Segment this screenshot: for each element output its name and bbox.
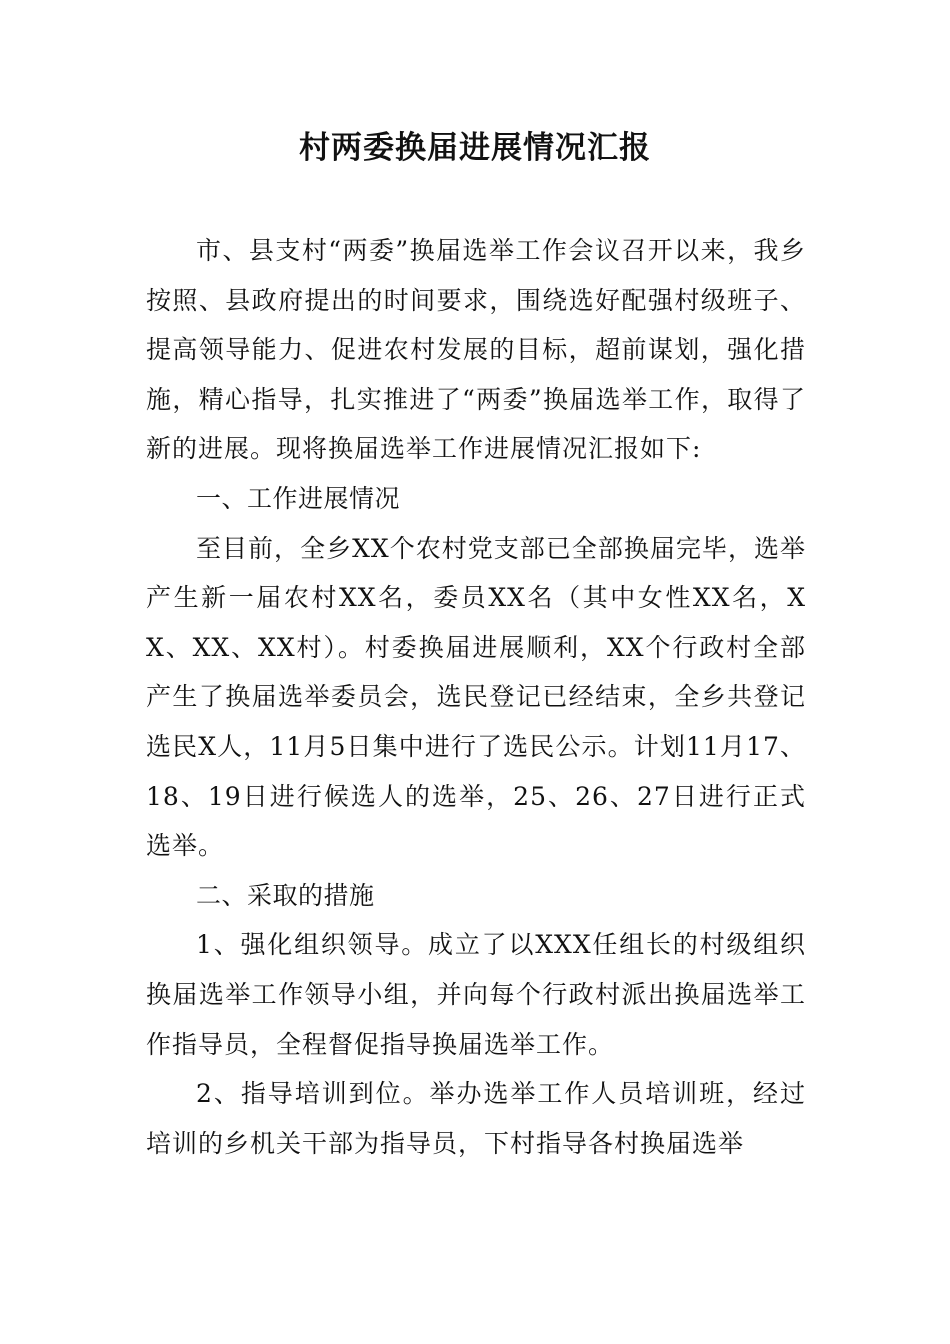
intro-paragraph: 市、县支村“两委”换届选举工作会议召开以来，我乡按照、县政府提出的时间要求，围绕选好配强村级班子、提高领导能力、促进农村发展的目标，超前谋划，强化措施，精心指导，扎实推进了“两委”换届选举工作，取得了新的进展。现将换届选举工作进展情况汇报如下: — [146, 236, 806, 464]
section-heading-progress: 一、工作进展情况 — [196, 483, 401, 513]
document-body — [146, 226, 806, 1168]
progress-paragraph: 至目前，全乡XX个农村党支部已全部换届完毕，选举产生新一届农村XX名，委员XX名（其中女性XX名，XX、XX、XX村）。村委换届进展顺利，XX个行政村全部产生了换届选举委员会，选民登记已经结束，全乡共登记选民X人，11月5日集中进行了选民公示。计划11月17、18、19日进行候选人的选举，25、26、27日进行正式选举。 — [146, 533, 806, 861]
measure-item-1: 1、强化组织领导。成立了以XXX任组长的村级组织换届选举工作领导小组，并向每个行政村派出换届选举工作指导员，全程督促指导换届选举工作。 — [146, 930, 806, 1059]
section-heading-measures: 二、采取的措施 — [196, 880, 375, 910]
document-title: 村两委换届进展情况汇报 — [299, 130, 651, 166]
measure-item-2: 2、指导培训到位。举办选举工作人员培训班，经过培训的乡机关干部为指导员，下村指导各村换届选举 — [146, 1079, 806, 1158]
